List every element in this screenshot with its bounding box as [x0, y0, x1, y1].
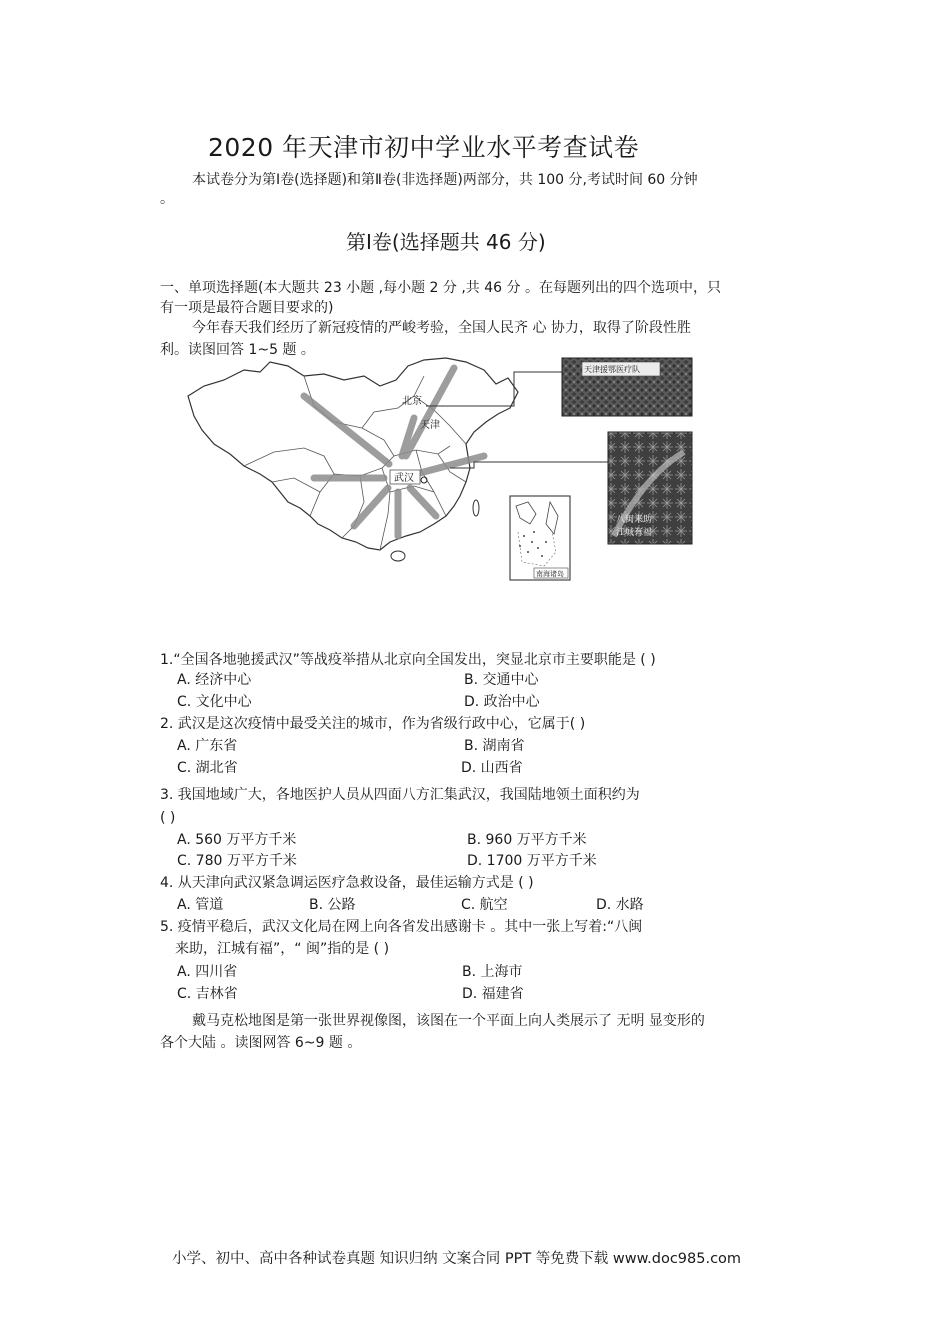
q4-option-b: B. 公路 — [309, 897, 356, 913]
taiwan-island — [473, 500, 479, 516]
section-title: 第Ⅰ卷(选择题共 46 分) — [346, 230, 546, 254]
q5-option-a: A. 四川省 — [177, 964, 238, 980]
instructions-line-2: 有一项是最符合题目要求的) — [160, 300, 334, 316]
question-4-stem: 4. 从天津向武汉紧急调运医疗急救设备，最佳运输方式是 ( ) — [160, 875, 534, 891]
q1-option-b: B. 交通中心 — [464, 672, 539, 688]
label-beijing: 北京 — [402, 396, 422, 407]
q5-option-c: C. 吉林省 — [177, 986, 238, 1002]
passage2-line-1: 戴马克松地图是第一张世界视像图，该图在一个平面上向人类展示了 无明 显变形的 — [192, 1013, 705, 1029]
q3-option-a: A. 560 万平方千米 — [177, 832, 297, 848]
exam-title: 2020 年天津市初中学业水平考查试卷 — [208, 133, 640, 162]
label-wuhan: 武汉 — [394, 473, 414, 484]
intro-line-1: 本试卷分为第Ⅰ卷(选择题)和第Ⅱ卷(非选择题)两部分，共 100 分,考试时间 60 分钟 — [192, 172, 698, 188]
q3-option-d: D. 1700 万平方千米 — [467, 853, 597, 869]
passage2-line-2: 各个大陆 。读图网答 6~9 题 。 — [160, 1035, 362, 1051]
instructions-line-1: 一、单项选择题(本大题共 23 小题 ,每小题 2 分 ,共 46 分 。在每题列出的四个选项中，只 — [160, 280, 721, 296]
question-3-stem: 3. 我国地域广大，各地医护人员从四面八方汇集武汉，我国陆地领土面积约为 — [160, 787, 640, 803]
q2-option-d: D. 山西省 — [461, 760, 523, 776]
footer-promo: 小学、初中、高中各种试卷真题 知识归纳 文案合同 PPT 等免费下载 www.doc985.com — [172, 1251, 742, 1267]
passage1-line-1: 今年春天我们经历了新冠疫情的严峻考验，全国人民齐 心 协力，取得了阶段性胜 — [192, 320, 691, 336]
inset-caption: 南海诸岛 — [536, 570, 564, 578]
q2-option-b: B. 湖南省 — [464, 738, 525, 754]
q3-option-c: C. 780 万平方千米 — [177, 853, 297, 869]
q5-option-b: B. 上海市 — [462, 964, 523, 980]
label-tianjin: 天津 — [420, 420, 440, 431]
q3-option-b: B. 960 万平方千米 — [467, 832, 587, 848]
q2-option-c: C. 湖北省 — [177, 760, 238, 776]
q1-option-c: C. 文化中心 — [177, 694, 252, 710]
photo1-caption: 天津援鄂医疗队 — [584, 365, 640, 374]
photo2-caption-line-2: 江城有福 — [616, 528, 653, 538]
passage1-line-2: 利。读图回答 1~5 题 。 — [160, 342, 315, 358]
south-china-sea-inset — [510, 496, 570, 580]
q1-option-a: A. 经济中心 — [177, 672, 252, 688]
china-map-figure — [184, 356, 694, 584]
question-3-stem-2: ( ) — [160, 810, 176, 826]
photo-thanks-card — [608, 432, 692, 544]
question-5-stem: 5. 疫情平稳后，武汉文化局在网上向各省发出感谢卡 。其中一张上写着:“八闽 — [160, 919, 643, 935]
q4-option-d: D. 水路 — [596, 897, 644, 913]
question-5-stem-2: 来助，江城有福”，“ 闽”指的是 ( ) — [175, 941, 390, 957]
question-1-stem: 1.“全国各地驰援武汉”等战疫举措从北京向全国发出，突显北京市主要职能是 ( ) — [160, 652, 656, 668]
intro-line-2: 。 — [160, 191, 174, 207]
q5-option-d: D. 福建省 — [462, 986, 524, 1002]
q4-option-c: C. 航空 — [461, 897, 508, 913]
q2-option-a: A. 广东省 — [177, 738, 238, 754]
photo-medical-team — [562, 358, 692, 416]
hainan-island — [391, 551, 405, 561]
q4-option-a: A. 管道 — [177, 897, 224, 913]
question-2-stem: 2. 武汉是这次疫情中最受关注的城市，作为省级行政中心，它属于( ) — [160, 716, 586, 732]
q1-option-d: D. 政治中心 — [464, 694, 540, 710]
china-outline — [188, 358, 518, 550]
photo2-caption-line-1: 八闽来助 — [616, 515, 653, 525]
